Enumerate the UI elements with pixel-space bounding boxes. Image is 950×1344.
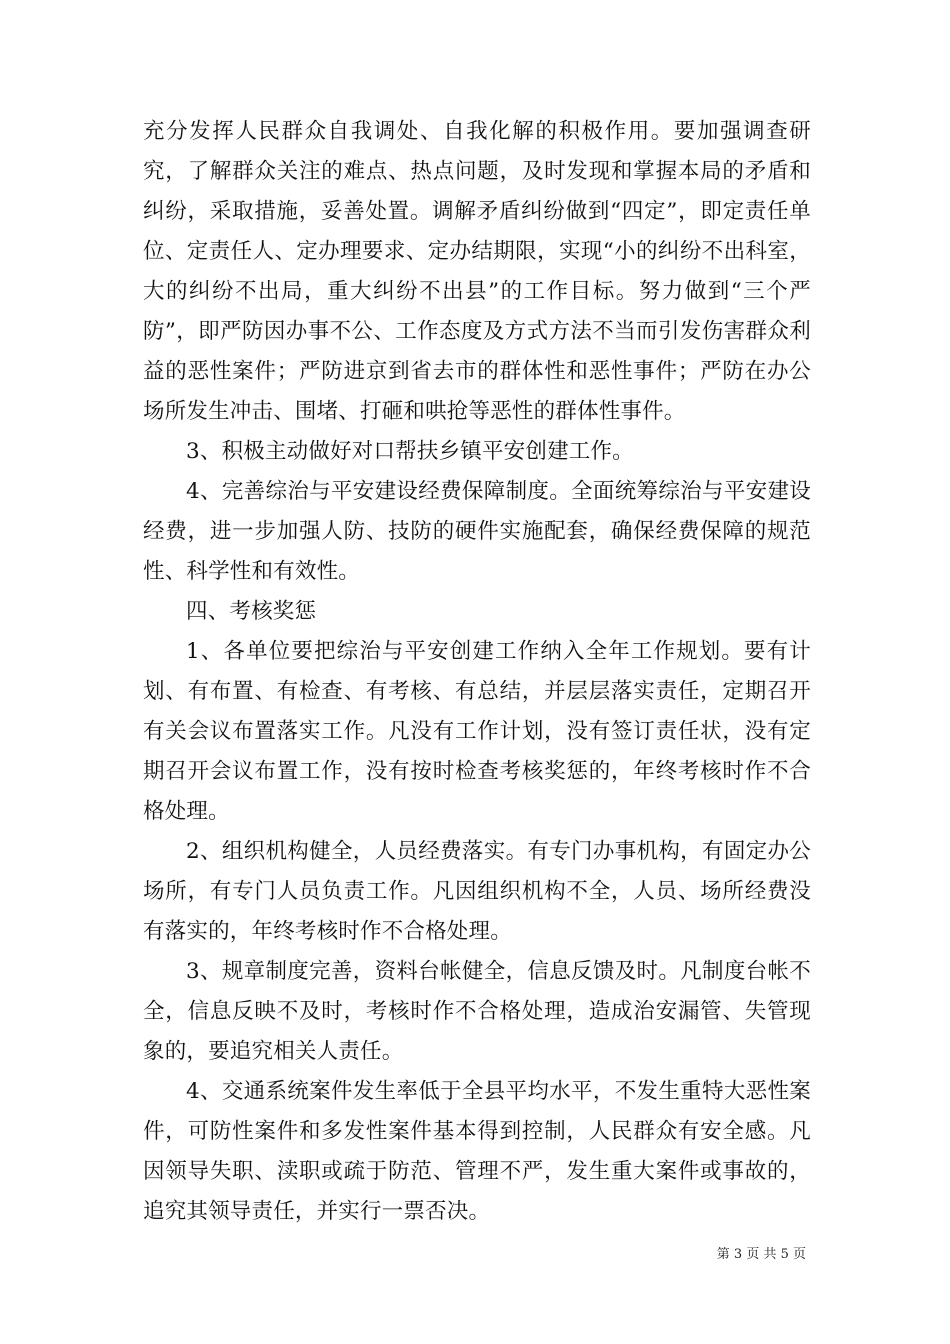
paragraph-assessment-4: 4、交通系统案件发生率低于全县平均水平，不发生重特大恶性案件，可防性案件和多发性案件基本得到控制，人民群众有安全感。凡因领导失职、渎职或疏于防范、管理不严，发生重大案件或事故的，追究其领导责任，并实行一票否决。 bbox=[143, 1079, 811, 1224]
paragraph-item-3-pairing-support: 3、积极主动做好对口帮扶乡镇平安创建工作。 bbox=[186, 439, 634, 464]
paragraph-assessment-2: 2、组织机构健全，人员经费落实。有专门办事机构，有固定办公场所，有专门人员负责工作。凡因组织机构不全，人员、场所经费没有落实的，年终考核时作不合格处理。 bbox=[143, 839, 811, 944]
page-number-footer: 第 3 页 共 5 页 bbox=[716, 1247, 806, 1262]
paragraph-continuation: 充分发挥人民群众自我调处、自我化解的积极作用。要加强调查研究，了解群众关注的难点、热点问题，及时发现和掌握本局的矛盾和纠纷，采取措施，妥善处置。调解矛盾纠纷做到“四定”，即定责任单位、定责任人、定办理要求、定办结期限，实现“小的纠纷不出科室，大的纠纷不出局，重大纠纷不出县”的工作目标。努力做到“三个严防”，即严防因办事不公、工作态度及方式方法不当而引发伤害群众利益的恶性案件；严防进京到省去市的群体性和恶性事件；严防在办公场所发生冲击、围堵、打砸和哄抢等恶性的群体性事件。 bbox=[143, 119, 811, 424]
section-heading-assessment: 四、考核奖惩 bbox=[186, 599, 317, 624]
paragraph-assessment-1: 1、各单位要把综治与平安创建工作纳入全年工作规划。要有计划、有布置、有检查、有考核、有总结，并层层落实责任，定期召开有关会议布置落实工作。凡没有工作计划，没有签订责任状，没有定期召开会议布置工作，没有按时检查考核奖惩的，年终考核时作不合格处理。 bbox=[143, 639, 811, 824]
paragraph-assessment-3: 3、规章制度完善，资料台帐健全，信息反馈及时。凡制度台帐不全，信息反映不及时，考核时作不合格处理，造成治安漏管、失管现象的，要追究相关人责任。 bbox=[143, 959, 811, 1064]
paragraph-item-4-funding: 4、完善综治与平安建设经费保障制度。全面统筹综治与平安建设经费，进一步加强人防、技防的硬件实施配套，确保经费保障的规范性、科学性和有效性。 bbox=[143, 479, 811, 584]
document-body bbox=[143, 112, 811, 1232]
